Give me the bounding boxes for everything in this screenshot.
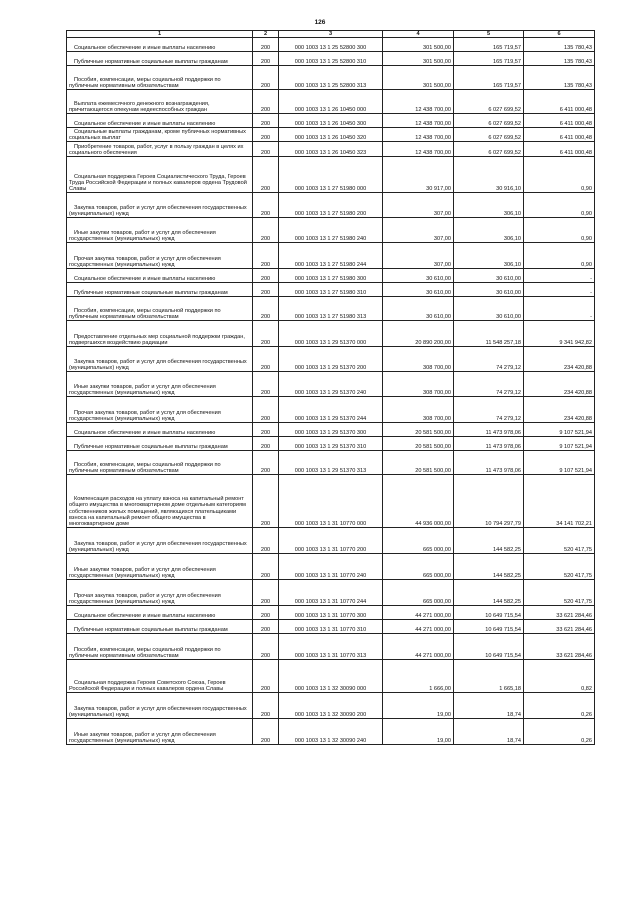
row-unexecuted-amount-cell: - xyxy=(524,297,595,321)
table-row xyxy=(67,620,595,634)
row-unexecuted-amount-cell: 9 107 521,94 xyxy=(524,437,595,451)
row-approved-amount-cell: 308 700,00 xyxy=(383,347,454,372)
table-row xyxy=(67,142,595,157)
row-approved-amount-cell: 308 700,00 xyxy=(383,372,454,397)
row-name-cell: Публичные нормативные социальные выплаты гражданам xyxy=(67,437,253,451)
table-row xyxy=(67,372,595,397)
row-approved-amount-cell: 12 438 700,00 xyxy=(383,128,454,142)
row-code-cell: 200 xyxy=(253,719,279,745)
row-name-cell: Иные закупки товаров, работ и услуг для обеспечения государственных (муниципальных) нужд xyxy=(67,218,253,243)
table-row xyxy=(67,475,595,528)
row-executed-amount-cell: 30 916,10 xyxy=(454,157,524,193)
row-approved-amount-cell: 20 890 200,00 xyxy=(383,321,454,347)
row-approved-amount-cell: 301 500,00 xyxy=(383,66,454,90)
row-name-cell: Социальное обеспечение и иные выплаты населению xyxy=(67,423,253,437)
row-unexecuted-amount-cell: 9 107 521,94 xyxy=(524,451,595,475)
row-approved-amount-cell: 44 271 000,00 xyxy=(383,634,454,660)
row-unexecuted-amount-cell: 33 621 284,46 xyxy=(524,620,595,634)
row-unexecuted-amount-cell: 34 141 702,21 xyxy=(524,475,595,528)
row-approved-amount-cell: 301 500,00 xyxy=(383,38,454,52)
row-executed-amount-cell: 306,10 xyxy=(454,193,524,218)
page-number: 126 xyxy=(314,19,326,26)
row-unexecuted-amount-cell: 520 417,75 xyxy=(524,554,595,580)
row-approved-amount-cell: 30 610,00 xyxy=(383,297,454,321)
row-code-cell: 200 xyxy=(253,157,279,193)
table-row xyxy=(67,423,595,437)
row-name-cell: Прочая закупка товаров, работ и услуг для обеспечения государственных (муниципальных) нужд xyxy=(67,397,253,423)
row-approved-amount-cell: 12 438 700,00 xyxy=(383,142,454,157)
row-code-cell: 200 xyxy=(253,297,279,321)
row-unexecuted-amount-cell: 6 411 000,48 xyxy=(524,142,595,157)
row-unexecuted-amount-cell: 0,82 xyxy=(524,660,595,693)
table-row xyxy=(67,90,595,114)
row-code-cell: 200 xyxy=(253,554,279,580)
row-name-cell: Прочая закупка товаров, работ и услуг для обеспечения государственных (муниципальных) нужд xyxy=(67,243,253,269)
table-row xyxy=(67,193,595,218)
row-unexecuted-amount-cell: 9 341 942,82 xyxy=(524,321,595,347)
column-header: 1 xyxy=(67,31,253,38)
row-executed-amount-cell: 11 548 257,18 xyxy=(454,321,524,347)
row-unexecuted-amount-cell: 0,26 xyxy=(524,719,595,745)
table-row xyxy=(67,269,595,283)
row-code-cell: 200 xyxy=(253,114,279,128)
row-classification-code-cell: 000 1003 13 1 31 10770 240 xyxy=(279,554,383,580)
row-classification-code-cell: 000 1003 13 1 31 10770 200 xyxy=(279,528,383,554)
row-code-cell: 200 xyxy=(253,128,279,142)
row-executed-amount-cell: 165 719,57 xyxy=(454,52,524,66)
row-classification-code-cell: 000 1003 13 1 29 51370 240 xyxy=(279,372,383,397)
row-classification-code-cell: 000 1003 13 1 26 10450 300 xyxy=(279,114,383,128)
row-classification-code-cell: 000 1003 13 1 26 10450 323 xyxy=(279,142,383,157)
row-unexecuted-amount-cell: - xyxy=(524,269,595,283)
table-row xyxy=(67,554,595,580)
row-executed-amount-cell: 165 719,57 xyxy=(454,66,524,90)
row-unexecuted-amount-cell: 0,26 xyxy=(524,693,595,719)
row-approved-amount-cell: 20 581 500,00 xyxy=(383,423,454,437)
row-unexecuted-amount-cell: 9 107 521,94 xyxy=(524,423,595,437)
row-code-cell: 200 xyxy=(253,475,279,528)
row-approved-amount-cell: 307,00 xyxy=(383,218,454,243)
row-name-cell: Социальная поддержка Героев Советского Союза, Героев Российской Федерации и полных кавалеров ордена Славы xyxy=(67,660,253,693)
row-name-cell: Социальное обеспечение и иные выплаты населению xyxy=(67,38,253,52)
row-code-cell: 200 xyxy=(253,283,279,297)
row-classification-code-cell: 000 1003 13 1 29 51370 310 xyxy=(279,437,383,451)
row-code-cell: 200 xyxy=(253,52,279,66)
row-code-cell: 200 xyxy=(253,397,279,423)
row-approved-amount-cell: 30 610,00 xyxy=(383,283,454,297)
row-classification-code-cell: 000 1003 13 1 27 51980 244 xyxy=(279,243,383,269)
row-name-cell: Выплата ежемесячного денежного вознаграждения, причитающегося опекунам недееспособных граждан xyxy=(67,90,253,114)
row-classification-code-cell: 000 1003 13 1 27 51980 000 xyxy=(279,157,383,193)
row-unexecuted-amount-cell: 135 780,43 xyxy=(524,38,595,52)
row-unexecuted-amount-cell: 33 621 284,46 xyxy=(524,606,595,620)
row-name-cell: Иные закупки товаров, работ и услуг для обеспечения государственных (муниципальных) нужд xyxy=(67,372,253,397)
row-approved-amount-cell: 30 610,00 xyxy=(383,269,454,283)
row-code-cell: 200 xyxy=(253,580,279,606)
row-classification-code-cell: 000 1003 13 1 29 51370 300 xyxy=(279,423,383,437)
table-row xyxy=(67,580,595,606)
row-classification-code-cell: 000 1003 13 1 25 52800 310 xyxy=(279,52,383,66)
row-name-cell: Прочая закупка товаров, работ и услуг для обеспечения государственных (муниципальных) нужд xyxy=(67,580,253,606)
row-executed-amount-cell: 10 794 297,79 xyxy=(454,475,524,528)
row-name-cell: Закупка товаров, работ и услуг для обеспечения государственных (муниципальных) нужд xyxy=(67,693,253,719)
row-unexecuted-amount-cell: 234 420,88 xyxy=(524,397,595,423)
column-header: 6 xyxy=(524,31,595,38)
column-header: 2 xyxy=(253,31,279,38)
row-classification-code-cell: 000 1003 13 1 31 10770 313 xyxy=(279,634,383,660)
row-classification-code-cell: 000 1003 13 1 32 30090 000 xyxy=(279,660,383,693)
row-executed-amount-cell: 6 027 699,52 xyxy=(454,114,524,128)
table-row xyxy=(67,297,595,321)
row-unexecuted-amount-cell: 135 780,43 xyxy=(524,52,595,66)
table-row xyxy=(67,693,595,719)
row-name-cell: Публичные нормативные социальные выплаты гражданам xyxy=(67,52,253,66)
row-code-cell: 200 xyxy=(253,193,279,218)
table-row xyxy=(67,528,595,554)
budget-execution-table xyxy=(66,30,595,745)
row-approved-amount-cell: 307,00 xyxy=(383,243,454,269)
row-code-cell: 200 xyxy=(253,372,279,397)
row-name-cell: Пособия, компенсации, меры социальной поддержки по публичным нормативным обязательствам xyxy=(67,451,253,475)
table-row xyxy=(67,397,595,423)
row-name-cell: Социальное обеспечение и иные выплаты населению xyxy=(67,114,253,128)
row-classification-code-cell: 000 1003 13 1 27 51980 310 xyxy=(279,283,383,297)
row-code-cell: 200 xyxy=(253,38,279,52)
row-classification-code-cell: 000 1003 13 1 31 10770 300 xyxy=(279,606,383,620)
row-classification-code-cell: 000 1003 13 1 31 10770 000 xyxy=(279,475,383,528)
row-unexecuted-amount-cell: 234 420,88 xyxy=(524,347,595,372)
row-classification-code-cell: 000 1003 13 1 26 10450 320 xyxy=(279,128,383,142)
row-classification-code-cell: 000 1003 13 1 32 30090 200 xyxy=(279,693,383,719)
row-classification-code-cell: 000 1003 13 1 27 51980 313 xyxy=(279,297,383,321)
row-name-cell: Закупка товаров, работ и услуг для обеспечения государственных (муниципальных) нужд xyxy=(67,347,253,372)
row-executed-amount-cell: 306,10 xyxy=(454,243,524,269)
table-row xyxy=(67,128,595,142)
row-unexecuted-amount-cell: 520 417,75 xyxy=(524,528,595,554)
row-name-cell: Пособия, компенсации, меры социальной поддержки по публичным нормативным обязательствам xyxy=(67,66,253,90)
column-number-row xyxy=(67,31,595,38)
row-approved-amount-cell: 19,00 xyxy=(383,693,454,719)
row-executed-amount-cell: 30 610,00 xyxy=(454,297,524,321)
row-name-cell: Приобретение товаров, работ, услуг в пользу граждан в целях их социального обеспечения xyxy=(67,142,253,157)
row-approved-amount-cell: 665 000,00 xyxy=(383,528,454,554)
row-unexecuted-amount-cell: 0,90 xyxy=(524,157,595,193)
row-approved-amount-cell: 307,00 xyxy=(383,193,454,218)
row-code-cell: 200 xyxy=(253,620,279,634)
row-executed-amount-cell: 74 279,12 xyxy=(454,347,524,372)
row-name-cell: Закупка товаров, работ и услуг для обеспечения государственных (муниципальных) нужд xyxy=(67,193,253,218)
row-name-cell: Закупка товаров, работ и услуг для обеспечения государственных (муниципальных) нужд xyxy=(67,528,253,554)
row-executed-amount-cell: 30 610,00 xyxy=(454,283,524,297)
row-approved-amount-cell: 301 500,00 xyxy=(383,52,454,66)
row-executed-amount-cell: 11 473 978,06 xyxy=(454,437,524,451)
row-code-cell: 200 xyxy=(253,218,279,243)
row-name-cell: Пособия, компенсации, меры социальной поддержки по публичным нормативным обязательствам xyxy=(67,634,253,660)
table-row xyxy=(67,157,595,193)
column-header: 5 xyxy=(454,31,524,38)
row-code-cell: 200 xyxy=(253,437,279,451)
row-classification-code-cell: 000 1003 13 1 31 10770 244 xyxy=(279,580,383,606)
table-body xyxy=(67,38,595,745)
row-unexecuted-amount-cell: 0,90 xyxy=(524,218,595,243)
row-name-cell: Социальное обеспечение и иные выплаты населению xyxy=(67,606,253,620)
row-executed-amount-cell: 30 610,00 xyxy=(454,269,524,283)
row-code-cell: 200 xyxy=(253,90,279,114)
table-row xyxy=(67,321,595,347)
row-executed-amount-cell: 306,10 xyxy=(454,218,524,243)
row-approved-amount-cell: 30 917,00 xyxy=(383,157,454,193)
row-classification-code-cell: 000 1003 13 1 31 10770 310 xyxy=(279,620,383,634)
row-approved-amount-cell: 12 438 700,00 xyxy=(383,90,454,114)
row-name-cell: Пособия, компенсации, меры социальной поддержки по публичным нормативным обязательствам xyxy=(67,297,253,321)
row-name-cell: Социальные выплаты гражданам, кроме публичных нормативных социальных выплат xyxy=(67,128,253,142)
row-executed-amount-cell: 74 279,12 xyxy=(454,372,524,397)
row-unexecuted-amount-cell: 33 621 284,46 xyxy=(524,634,595,660)
row-name-cell: Иные закупки товаров, работ и услуг для обеспечения государственных (муниципальных) нужд xyxy=(67,554,253,580)
row-code-cell: 200 xyxy=(253,423,279,437)
row-code-cell: 200 xyxy=(253,66,279,90)
row-unexecuted-amount-cell: 135 780,43 xyxy=(524,66,595,90)
row-code-cell: 200 xyxy=(253,451,279,475)
row-executed-amount-cell: 10 649 715,54 xyxy=(454,620,524,634)
row-code-cell: 200 xyxy=(253,606,279,620)
table-row xyxy=(67,347,595,372)
row-classification-code-cell: 000 1003 13 1 27 51980 300 xyxy=(279,269,383,283)
column-header: 4 xyxy=(383,31,454,38)
row-executed-amount-cell: 10 649 715,54 xyxy=(454,606,524,620)
row-name-cell: Компенсация расходов на уплату взноса на капитальный ремонт общего имущества в многоквартирном доме отдельным категориям собственников жилых помещений, являющихся плательщиками взноса на капитальный ремонт общего имущества в многоквартирном доме xyxy=(67,475,253,528)
row-name-cell: Предоставление отдельных мер социальной поддержки граждан, подвергшихся воздействию радиации xyxy=(67,321,253,347)
table-row xyxy=(67,660,595,693)
row-executed-amount-cell: 1 665,18 xyxy=(454,660,524,693)
row-code-cell: 200 xyxy=(253,321,279,347)
row-unexecuted-amount-cell: - xyxy=(524,283,595,297)
row-approved-amount-cell: 19,00 xyxy=(383,719,454,745)
row-executed-amount-cell: 6 027 699,52 xyxy=(454,142,524,157)
row-executed-amount-cell: 144 582,25 xyxy=(454,580,524,606)
table-row xyxy=(67,52,595,66)
row-classification-code-cell: 000 1003 13 1 29 51370 200 xyxy=(279,347,383,372)
row-name-cell: Публичные нормативные социальные выплаты гражданам xyxy=(67,283,253,297)
row-code-cell: 200 xyxy=(253,243,279,269)
table-row xyxy=(67,451,595,475)
row-approved-amount-cell: 308 700,00 xyxy=(383,397,454,423)
row-approved-amount-cell: 665 000,00 xyxy=(383,580,454,606)
table-row xyxy=(67,243,595,269)
row-approved-amount-cell: 44 271 000,00 xyxy=(383,606,454,620)
row-unexecuted-amount-cell: 6 411 000,48 xyxy=(524,128,595,142)
table-row xyxy=(67,218,595,243)
column-header: 3 xyxy=(279,31,383,38)
row-executed-amount-cell: 11 473 978,06 xyxy=(454,423,524,437)
row-approved-amount-cell: 20 581 500,00 xyxy=(383,437,454,451)
row-unexecuted-amount-cell: 6 411 000,48 xyxy=(524,90,595,114)
row-classification-code-cell: 000 1003 13 1 29 51370 313 xyxy=(279,451,383,475)
table-row xyxy=(67,719,595,745)
table-row xyxy=(67,437,595,451)
row-classification-code-cell: 000 1003 13 1 29 51370 000 xyxy=(279,321,383,347)
row-unexecuted-amount-cell: 520 417,75 xyxy=(524,580,595,606)
row-executed-amount-cell: 6 027 699,52 xyxy=(454,90,524,114)
row-classification-code-cell: 000 1003 13 1 26 10450 000 xyxy=(279,90,383,114)
row-code-cell: 200 xyxy=(253,528,279,554)
row-approved-amount-cell: 44 936 000,00 xyxy=(383,475,454,528)
row-unexecuted-amount-cell: 234 420,88 xyxy=(524,372,595,397)
table-row xyxy=(67,38,595,52)
row-executed-amount-cell: 6 027 699,52 xyxy=(454,128,524,142)
row-name-cell: Социальное обеспечение и иные выплаты населению xyxy=(67,269,253,283)
table-row xyxy=(67,634,595,660)
row-executed-amount-cell: 144 582,25 xyxy=(454,528,524,554)
table-row xyxy=(67,283,595,297)
row-classification-code-cell: 000 1003 13 1 25 52800 300 xyxy=(279,38,383,52)
row-name-cell: Иные закупки товаров, работ и услуг для обеспечения государственных (муниципальных) нужд xyxy=(67,719,253,745)
row-code-cell: 200 xyxy=(253,693,279,719)
row-approved-amount-cell: 665 000,00 xyxy=(383,554,454,580)
row-classification-code-cell: 000 1003 13 1 27 51980 240 xyxy=(279,218,383,243)
row-executed-amount-cell: 10 649 715,54 xyxy=(454,634,524,660)
table-row xyxy=(67,114,595,128)
row-code-cell: 200 xyxy=(253,660,279,693)
row-code-cell: 200 xyxy=(253,269,279,283)
row-code-cell: 200 xyxy=(253,347,279,372)
row-executed-amount-cell: 74 279,12 xyxy=(454,397,524,423)
row-code-cell: 200 xyxy=(253,142,279,157)
row-classification-code-cell: 000 1003 13 1 32 30090 240 xyxy=(279,719,383,745)
row-classification-code-cell: 000 1003 13 1 29 51370 244 xyxy=(279,397,383,423)
table-row xyxy=(67,606,595,620)
row-executed-amount-cell: 18,74 xyxy=(454,719,524,745)
row-approved-amount-cell: 12 438 700,00 xyxy=(383,114,454,128)
row-approved-amount-cell: 1 666,00 xyxy=(383,660,454,693)
row-executed-amount-cell: 165 719,57 xyxy=(454,38,524,52)
row-executed-amount-cell: 11 473 978,06 xyxy=(454,451,524,475)
row-unexecuted-amount-cell: 0,90 xyxy=(524,193,595,218)
row-executed-amount-cell: 18,74 xyxy=(454,693,524,719)
row-executed-amount-cell: 144 582,25 xyxy=(454,554,524,580)
row-unexecuted-amount-cell: 6 411 000,48 xyxy=(524,114,595,128)
row-approved-amount-cell: 44 271 000,00 xyxy=(383,620,454,634)
row-unexecuted-amount-cell: 0,90 xyxy=(524,243,595,269)
table-row xyxy=(67,66,595,90)
row-classification-code-cell: 000 1003 13 1 25 52800 313 xyxy=(279,66,383,90)
row-name-cell: Публичные нормативные социальные выплаты гражданам xyxy=(67,620,253,634)
row-approved-amount-cell: 20 581 500,00 xyxy=(383,451,454,475)
row-name-cell: Социальная поддержка Героев Социалистического Труда, Героев Труда Российской Федерации и полных кавалеров ордена Трудовой Славы xyxy=(67,157,253,193)
row-classification-code-cell: 000 1003 13 1 27 51980 200 xyxy=(279,193,383,218)
row-code-cell: 200 xyxy=(253,634,279,660)
